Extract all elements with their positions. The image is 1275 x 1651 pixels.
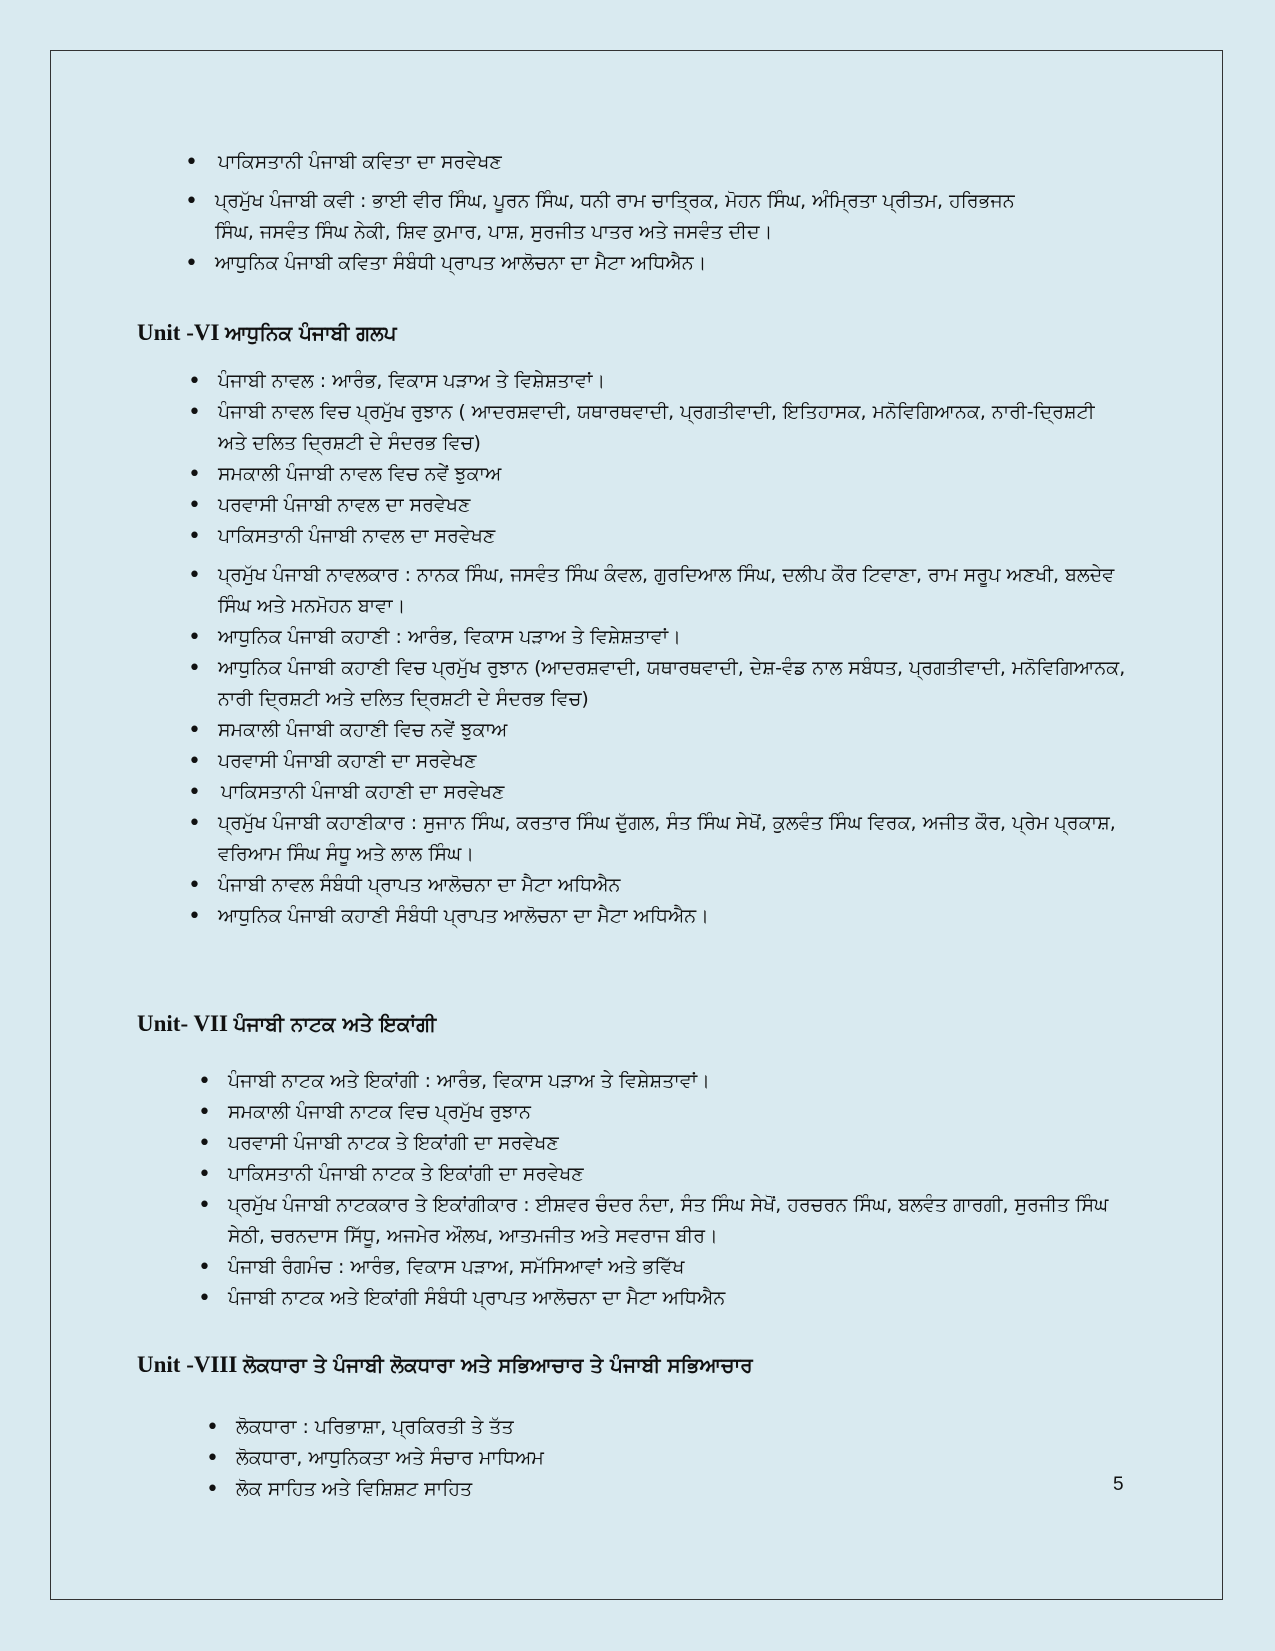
list-item: • ਆਧੁਨਿਕ ਪੰਜਾਬੀ ਕਹਾਣੀ : ਆਰੰਭ, ਵਿਕਾਸ ਪੜਾਅ ਤੇ ਵਿਸ਼ੇਸ਼ਤਾਵਾਂ। xyxy=(188,622,1128,653)
list-item: • ਪਰਵਾਸੀ ਪੰਜਾਬੀ ਨਾਟਕ ਤੇ ਇਕਾਂਗੀ ਦਾ ਸਰਵੇਖਣ xyxy=(198,1128,1138,1159)
list-item: • ਆਧੁਨਿਕ ਪੰਜਾਬੀ ਕਹਾਣੀ ਸੰਬੰਧੀ ਪ੍ਰਾਪਤ ਆਲੋਚਨਾ ਦਾ ਮੈਟਾ ਅਧਿਐਨ। xyxy=(188,901,1128,932)
list-item: • ਪੰਜਾਬੀ ਨਾਵਲ ਵਿਚ ਪ੍ਰਮੁੱਖ ਰੁਝਾਨ ( ਆਦਰਸ਼ਵਾਦੀ, ਯਥਾਰਥਵਾਦੀ, ਪ੍ਰਗਤੀਵਾਦੀ, ਇਤਿਹਾਸਕ, ਮਨੋਵਿਗਿਆਨਕ, ਨਾਰੀ-ਦ੍ਰਿਸ਼ਟੀ ਅਤੇ ਦਲਿਤ ਦ੍ਰਿਸ਼ਟੀ ਦੇ ਸੰਦਰਭ ਵਿਚ) xyxy=(188,397,1128,459)
list-item: • ਲੋਕਧਾਰਾ, ਆਧੁਨਿਕਤਾ ਅਤੇ ਸੰਚਾਰ ਮਾਧਿਅਮ xyxy=(206,1443,906,1474)
list-item: • ਪਾਕਿਸਤਾਨੀ ਪੰਜਾਬੀ ਨਾਵਲ ਦਾ ਸਰਵੇਖਣ xyxy=(188,521,1128,552)
list-item: • ਲੋਕਧਾਰਾ : ਪਰਿਭਾਸ਼ਾ, ਪ੍ਰਕਿਰਤੀ ਤੇ ਤੱਤ xyxy=(206,1412,906,1443)
list-item: • ਪ੍ਰਮੁੱਖ ਪੰਜਾਬੀ ਨਾਵਲਕਾਰ : ਨਾਨਕ ਸਿੰਘ, ਜਸਵੰਤ ਸਿੰਘ ਕੰਵਲ, ਗੁਰਦਿਆਲ ਸਿੰਘ, ਦਲੀਪ ਕੌਰ ਟਿਵਾਣਾ, ਰਾਮ ਸਰੂਪ ਅਣਖੀ, ਬਲਦੇਵ ਸਿੰਘ ਅਤੇ ਮਨਮੋਹਨ ਬਾਵਾ। xyxy=(188,560,1128,622)
top-bullet-list xyxy=(185,147,1015,279)
list-item: • ਪ੍ਰਮੁੱਖ ਪੰਜਾਬੀ ਕਵੀ : ਭਾਈ ਵੀਰ ਸਿੰਘ, ਪੂਰਨ ਸਿੰਘ, ਧਨੀ ਰਾਮ ਚਾਤ੍ਰਿਕ, ਮੋਹਨ ਸਿੰਘ, ਅੰਮ੍ਰਿਤਾ ਪ੍ਰੀਤਮ, ਹਰਿਭਜਨ ਸਿੰਘ, ਜਸਵੰਤ ਸਿੰਘ ਨੇਕੀ, ਸ਼ਿਵ ਕੁਮਾਰ, ਪਾਸ਼, ਸੁਰਜੀਤ ਪਾਤਰ ਅਤੇ ਜਸਵੰਤ ਦੀਦ। xyxy=(185,186,1015,248)
list-item: • ਆਧੁਨਿਕ ਪੰਜਾਬੀ ਕਵਿਤਾ ਸੰਬੰਧੀ ਪ੍ਰਾਪਤ ਆਲੋਚਨਾ ਦਾ ਮੈਟਾ ਅਧਿਐਨ। xyxy=(185,248,1015,279)
unit-8-label: Unit -VIII xyxy=(137,1352,238,1377)
unit-7-heading xyxy=(137,1011,436,1037)
list-item: • ਪ੍ਰਮੁੱਖ ਪੰਜਾਬੀ ਕਹਾਣੀਕਾਰ : ਸੁਜਾਨ ਸਿੰਘ, ਕਰਤਾਰ ਸਿੰਘ ਦੁੱਗਲ, ਸੰਤ ਸਿੰਘ ਸੇਖੋਂ, ਕੁਲਵੰਤ ਸਿੰਘ ਵਿਰਕ, ਅਜੀਤ ਕੌਰ, ਪ੍ਰੇਮ ਪ੍ਰਕਾਸ਼, ਵਰਿਆਮ ਸਿੰਘ ਸੰਧੂ ਅਤੇ ਲਾਲ ਸਿੰਘ। xyxy=(188,808,1128,870)
list-item: • ਲੋਕ ਸਾਹਿਤ ਅਤੇ ਵਿਸ਼ਿਸ਼ਟ ਸਾਹਿਤ xyxy=(206,1474,906,1505)
list-item: • ਪਾਕਿਸਤਾਨੀ ਪੰਜਾਬੀ ਨਾਟਕ ਤੇ ਇਕਾਂਗੀ ਦਾ ਸਰਵੇਖਣ xyxy=(198,1159,1138,1190)
list-item: • ਸਮਕਾਲੀ ਪੰਜਾਬੀ ਨਾਵਲ ਵਿਚ ਨਵੇਂ ਝੁਕਾਅ xyxy=(188,459,1128,490)
list-item: • ਪੰਜਾਬੀ ਨਾਟਕ ਅਤੇ ਇਕਾਂਗੀ ਸੰਬੰਧੀ ਪ੍ਰਾਪਤ ਆਲੋਚਨਾ ਦਾ ਮੈਟਾ ਅਧਿਐਨ xyxy=(198,1283,1138,1314)
page-number: 5 xyxy=(1113,1474,1124,1495)
list-item: • ਪੰਜਾਬੀ ਨਾਟਕ ਅਤੇ ਇਕਾਂਗੀ : ਆਰੰਭ, ਵਿਕਾਸ ਪੜਾਅ ਤੇ ਵਿਸ਼ੇਸ਼ਤਾਵਾਂ। xyxy=(198,1066,1138,1097)
list-item: • ਪ੍ਰਮੁੱਖ ਪੰਜਾਬੀ ਨਾਟਕਕਾਰ ਤੇ ਇਕਾਂਗੀਕਾਰ : ਈਸ਼ਵਰ ਚੰਦਰ ਨੰਦਾ, ਸੰਤ ਸਿੰਘ ਸੇਖੋਂ, ਹਰਚਰਨ ਸਿੰਘ, ਬਲਵੰਤ ਗਾਰਗੀ, ਸੁਰਜੀਤ ਸਿੰਘ ਸੇਠੀ, ਚਰਨਦਾਸ ਸਿੱਧੂ, ਅਜਮੇਰ ਔਲਖ, ਆਤਮਜੀਤ ਅਤੇ ਸਵਰਾਜ ਬੀਰ। xyxy=(198,1190,1138,1252)
unit-6-heading xyxy=(137,320,397,346)
list-item: • ਪੰਜਾਬੀ ਨਾਵਲ ਸੰਬੰਧੀ ਪ੍ਰਾਪਤ ਆਲੋਚਨਾ ਦਾ ਮੈਟਾ ਅਧਿਐਨ xyxy=(188,870,1128,901)
list-item: • ਸਮਕਾਲੀ ਪੰਜਾਬੀ ਨਾਟਕ ਵਿਚ ਪ੍ਰਮੁੱਖ ਰੁਝਾਨ xyxy=(198,1097,1138,1128)
unit-6-title: ਆਧੁਨਿਕ ਪੰਜਾਬੀ ਗਲਪ xyxy=(225,321,397,345)
list-item: • ਸਮਕਾਲੀ ਪੰਜਾਬੀ ਕਹਾਣੀ ਵਿਚ ਨਵੇਂ ਝੁਕਾਅ xyxy=(188,715,1128,746)
unit-7-title: ਪੰਜਾਬੀ ਨਾਟਕ ਅਤੇ ਇਕਾਂਗੀ xyxy=(233,1012,437,1036)
list-item: • ਪਰਵਾਸੀ ਪੰਜਾਬੀ ਨਾਵਲ ਦਾ ਸਰਵੇਖਣ xyxy=(188,490,1128,521)
unit-8-heading xyxy=(137,1352,753,1378)
list-item: • ਪਰਵਾਸੀ ਪੰਜਾਬੀ ਕਹਾਣੀ ਦਾ ਸਰਵੇਖਣ xyxy=(188,746,1128,777)
unit-8-title: ਲੋਕਧਾਰਾ ਤੇ ਪੰਜਾਬੀ ਲੋਕਧਾਰਾ ਅਤੇ ਸਭਿਆਚਾਰ ਤੇ ਪੰਜਾਬੀ ਸਭਿਆਚਾਰ xyxy=(243,1353,753,1377)
unit-6-bullet-list xyxy=(188,366,1128,932)
list-item: • ਪੰਜਾਬੀ ਨਾਵਲ : ਆਰੰਭ, ਵਿਕਾਸ ਪੜਾਅ ਤੇ ਵਿਸ਼ੇਸ਼ਤਾਵਾਂ। xyxy=(188,366,1128,397)
unit-7-bullet-list xyxy=(198,1066,1138,1314)
unit-6-label: Unit -VI xyxy=(137,320,220,345)
list-item: • ਆਧੁਨਿਕ ਪੰਜਾਬੀ ਕਹਾਣੀ ਵਿਚ ਪ੍ਰਮੁੱਖ ਰੁਝਾਨ (ਆਦਰਸ਼ਵਾਦੀ, ਯਥਾਰਥਵਾਦੀ, ਦੇਸ਼-ਵੰਡ ਨਾਲ ਸਬੰਧਤ, ਪ੍ਰਗਤੀਵਾਦੀ, ਮਨੋਵਿਗਿਆਨਕ, ਨਾਰੀ ਦ੍ਰਿਸ਼ਟੀ ਅਤੇ ਦਲਿਤ ਦ੍ਰਿਸ਼ਟੀ ਦੇ ਸੰਦਰਭ ਵਿਚ) xyxy=(188,653,1128,715)
list-item: • ਪਾਕਿਸਤਾਨੀ ਪੰਜਾਬੀ ਕਹਾਣੀ ਦਾ ਸਰਵੇਖਣ xyxy=(188,777,1128,808)
list-item: • ਪੰਜਾਬੀ ਰੰਗਮੰਚ : ਆਰੰਭ, ਵਿਕਾਸ ਪੜਾਅ, ਸਮੱਸਿਆਵਾਂ ਅਤੇ ਭਵਿੱਖ xyxy=(198,1252,1138,1283)
unit-8-bullet-list xyxy=(206,1412,906,1505)
list-item: • ਪਾਕਿਸਤਾਨੀ ਪੰਜਾਬੀ ਕਵਿਤਾ ਦਾ ਸਰਵੇਖਣ xyxy=(185,147,1015,178)
unit-7-label: Unit- VII xyxy=(137,1011,228,1036)
